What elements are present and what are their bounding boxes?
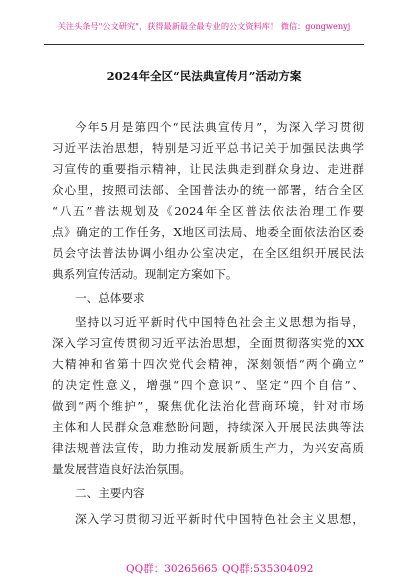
- paragraph-line: “八五”普法规划及《2024年全区普法依法治理工作要: [52, 204, 364, 218]
- paragraph-line: 深入学习宣传贯彻习近平法治思想，全面贯彻落实党的XX: [52, 336, 364, 350]
- header-banner: 关注头条号"公文研究"，获得最新最全最专业的公文资料库！ 微信：gongwenyj: [57, 21, 351, 31]
- footer-qq-group-1: QQ群：30265665: [126, 563, 218, 575]
- section-heading: 二、主要内容: [75, 486, 145, 500]
- paragraph-line: 坚持以习近平新时代中国特色社会主义思想为指导，: [75, 315, 364, 329]
- paragraph-line: 深入学习贯彻习近平新时代中国特色社会主义思想，: [75, 512, 364, 526]
- paragraph-line: 典系列宣传活动。现制定方案如下。: [52, 267, 238, 281]
- paragraph-line: 习宣传的重要指示精神，让民法典走到群众身边、走进群: [52, 162, 364, 176]
- paragraph-line: 做到“两个维护”，聚焦优化法治化营商环境，针对市场: [52, 399, 364, 413]
- paragraph-line: 习近平法治思想，特别是习近平总书记关于加强民法典学: [52, 141, 364, 155]
- paragraph-line: 律法规普法宣传，助力推动发展新质生产力，为兴安高质: [52, 441, 364, 455]
- paragraph-line: 点》确定的工作任务，X地区司法局、地委全面依法治区委: [52, 225, 364, 239]
- paragraph-line: 主体和人民群众急难愁盼问题，持续深入开展民法典等法: [52, 420, 364, 434]
- footer-qq-group-2: QQ群:535304092: [222, 563, 314, 575]
- paragraph-line: 今年5月是第四个“民法典宣传月”，为深入学习贯彻: [75, 120, 364, 134]
- header-divider: [44, 44, 364, 45]
- paragraph-line: 量发展营造良好法治氛围。: [52, 462, 192, 476]
- paragraph-line: 员会守法普法协调小组办公室决定，在全区组织开展民法: [52, 246, 364, 260]
- paragraph-line: 的决定性意义，增强“四个意识”、坚定“四个自信”、: [52, 378, 364, 392]
- paragraph-line: 大精神和省第十四次党代会精神，深刻领悟“两个确立”: [52, 357, 364, 371]
- section-heading: 一、总体要求: [75, 291, 145, 305]
- paragraph-line: 众心里，按照司法部、全国普法办的统一部署，结合全区: [52, 183, 364, 197]
- document-title: 2024年全区“民法典宣传月”活动方案: [106, 69, 302, 83]
